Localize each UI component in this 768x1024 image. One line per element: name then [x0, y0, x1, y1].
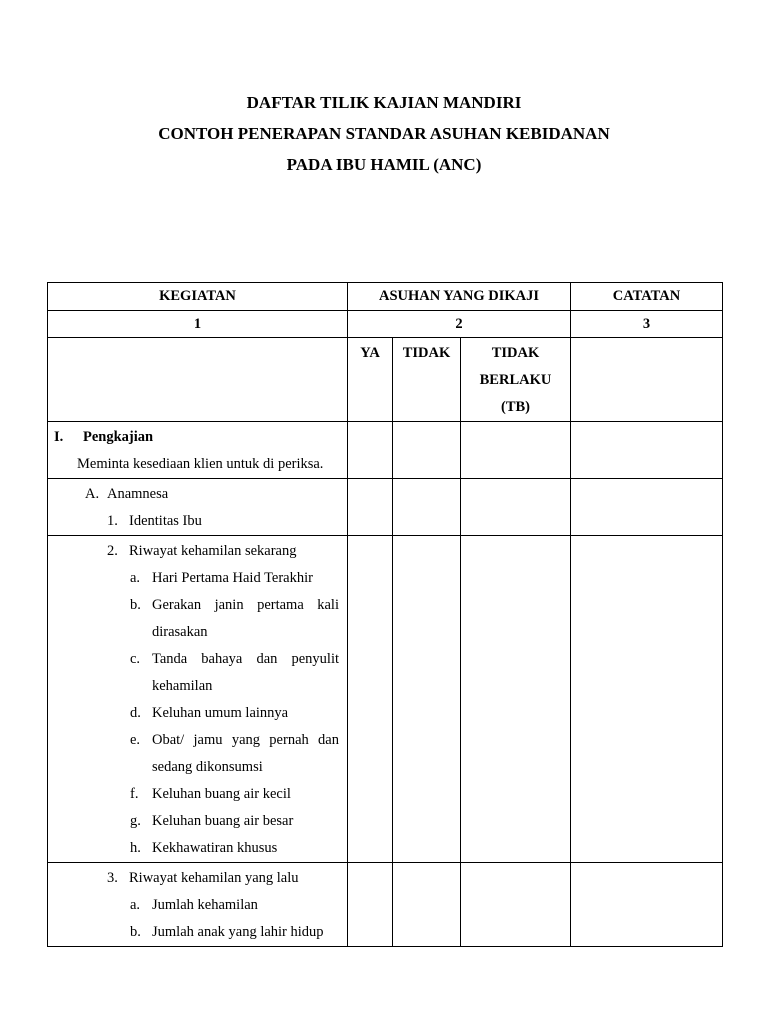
document-title-line-2: CONTOH PENERAPAN STANDAR ASUHAN KEBIDANAN: [158, 124, 610, 143]
list-item: Keluhan buang air kecil: [152, 786, 291, 802]
subheader-tb: [461, 338, 571, 422]
number-row: [48, 311, 723, 338]
list-item-cont: kehamilan: [152, 678, 213, 694]
section-number: I.: [54, 429, 64, 445]
item-number: 2.: [107, 543, 118, 559]
ya-cell[interactable]: [348, 479, 393, 536]
anamnesa-marker: A.: [85, 486, 100, 502]
item-label: Identitas Ibu: [129, 513, 202, 529]
list-item: Keluhan umum lainnya: [152, 705, 289, 721]
catatan-cell[interactable]: [571, 863, 723, 947]
checklist-table: [47, 282, 723, 947]
tb-cell[interactable]: [461, 479, 571, 536]
subheader-ya: [348, 338, 393, 422]
riwayat-sekarang-row: [48, 536, 723, 863]
catatan-cell[interactable]: [571, 422, 723, 479]
list-marker: c.: [130, 651, 141, 667]
list-marker: a.: [130, 897, 141, 913]
tb-label-2: BERLAKU: [479, 372, 552, 388]
header-kegiatan: KEGIATAN: [48, 283, 348, 311]
list-marker: b.: [130, 597, 141, 613]
list-item-cont: sedang dikonsumsi: [152, 759, 263, 775]
ya-label: YA: [360, 345, 380, 361]
tb-label-3: (TB): [501, 399, 530, 415]
col-number-3: 3: [571, 311, 723, 338]
tidak-cell[interactable]: [393, 863, 461, 947]
tb-cell[interactable]: [461, 422, 571, 479]
item-label: Riwayat kehamilan sekarang: [129, 543, 297, 559]
list-item: Tanda bahaya dan penyulit: [152, 651, 339, 667]
list-item: Hari Pertama Haid Terakhir: [152, 570, 313, 586]
subheader-tidak: [393, 338, 461, 422]
subheader-catatan-empty: [571, 338, 723, 422]
ya-cell[interactable]: [348, 863, 393, 947]
list-marker: a.: [130, 570, 141, 586]
list-item: Obat/ jamu yang pernah dan: [152, 732, 339, 748]
list-item: Keluhan buang air besar: [152, 813, 294, 829]
section-heading: Pengkajian: [83, 429, 154, 445]
document-title-line-1: DAFTAR TILIK KAJIAN MANDIRI: [246, 93, 522, 112]
riwayat-lalu-row: [48, 863, 723, 947]
catatan-cell[interactable]: [571, 536, 723, 863]
ya-cell[interactable]: [348, 422, 393, 479]
section-text: Meminta kesediaan klien untuk di periksa.: [77, 456, 324, 472]
item-label: Riwayat kehamilan yang lalu: [129, 870, 299, 886]
anamnesa-row: [48, 479, 723, 536]
subheader-empty: [48, 338, 348, 422]
tidak-cell[interactable]: [393, 536, 461, 863]
list-item-cont: dirasakan: [152, 624, 208, 640]
anamnesa-label: Anamnesa: [107, 486, 169, 502]
list-item: Gerakan janin pertama kali: [152, 597, 339, 613]
item-number: 3.: [107, 870, 118, 886]
tb-label-1: TIDAK: [491, 345, 540, 361]
header-asuhan: ASUHAN YANG DIKAJI: [348, 283, 571, 311]
list-marker: e.: [130, 732, 141, 748]
tidak-cell[interactable]: [393, 422, 461, 479]
subheader-row: [48, 338, 723, 422]
list-marker: h.: [130, 840, 141, 856]
riwayat-sekarang-list: [56, 565, 339, 862]
header-catatan: CATATAN: [571, 283, 723, 311]
tidak-cell[interactable]: [393, 479, 461, 536]
header-row: [48, 283, 723, 311]
list-marker: d.: [130, 705, 141, 721]
ya-cell[interactable]: [348, 536, 393, 863]
tb-cell[interactable]: [461, 863, 571, 947]
col-number-1: 1: [48, 311, 348, 338]
catatan-cell[interactable]: [571, 479, 723, 536]
list-marker: f.: [130, 786, 139, 802]
list-marker: g.: [130, 813, 141, 829]
list-item: Jumlah kehamilan: [152, 897, 258, 913]
col-number-2: 2: [348, 311, 571, 338]
document-title-line-3: PADA IBU HAMIL (ANC): [286, 155, 482, 174]
tidak-label: TIDAK: [402, 345, 451, 361]
tb-cell[interactable]: [461, 536, 571, 863]
list-item: Jumlah anak yang lahir hidup: [152, 924, 324, 940]
list-item: Kekhawatiran khusus: [152, 840, 278, 856]
item-number: 1.: [107, 513, 118, 529]
list-marker: b.: [130, 924, 141, 940]
section-pengkajian-row: [48, 422, 723, 479]
